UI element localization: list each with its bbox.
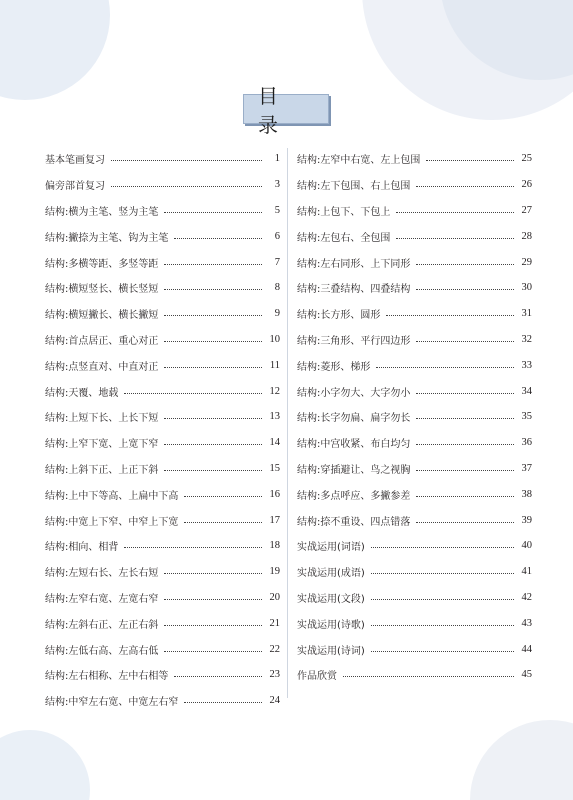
toc-page-number: 22 [269,643,280,655]
toc-page-number: 32 [521,333,532,345]
toc-entry-title: 结构:左右相称、左中右相等 [45,671,169,683]
toc-page-number: 31 [521,308,532,320]
toc-entry[interactable] [297,404,532,430]
dot-leader [396,212,514,213]
toc-entry[interactable] [45,172,280,198]
toc-page-number: 13 [269,411,280,423]
toc-page-number: 42 [521,591,532,603]
toc-entry-title: 结构:捺不重设、四点错落 [297,516,411,528]
decorative-circle [0,0,110,100]
toc-entry[interactable] [297,533,532,559]
toc-entry-title: 结构:天覆、地载 [45,387,119,399]
dot-leader [164,573,262,574]
toc-entry-title: 实战运用(诗歌) [297,619,365,631]
dot-leader [416,341,514,342]
toc-entry-title: 结构:左右同形、上下同形 [297,258,411,270]
toc-entry-title: 结构:长字勿扁、扁字勿长 [297,413,411,425]
toc-entry-title: 结构:横短撇长、横长撇短 [45,310,159,322]
dot-leader [174,676,262,677]
dot-leader [174,238,262,239]
dot-leader [164,289,262,290]
toc-page-number: 14 [269,437,280,449]
toc-entry-title: 实战运用(词语) [297,542,365,554]
dot-leader [164,315,262,316]
toc-entry-title: 结构:点竖直对、中直对正 [45,361,159,373]
dot-leader [416,264,514,265]
dot-leader [416,418,514,419]
dot-leader [371,599,514,600]
toc-entry[interactable] [297,662,532,688]
toc-entry[interactable] [297,172,532,198]
dot-leader [371,651,514,652]
toc-entry[interactable] [45,559,280,585]
dot-leader [164,264,262,265]
dot-leader [416,470,514,471]
toc-page-number: 1 [274,153,280,165]
toc-page-number: 34 [521,385,532,397]
dot-leader [343,676,514,677]
toc-page-number: 35 [521,411,532,423]
toc-entry-title: 实战运用(成语) [297,568,365,580]
toc-page-number: 24 [269,695,280,707]
toc-page-number: 28 [521,230,532,242]
toc-entry[interactable] [45,456,280,482]
dot-leader [164,367,262,368]
toc-page-number: 25 [521,153,532,165]
toc-page-number: 20 [269,591,280,603]
toc-page-number: 26 [521,179,532,191]
dot-leader [184,522,262,523]
toc-entry-title: 结构:撇捺为主笔、钩为主笔 [45,232,169,244]
toc-entry[interactable] [297,198,532,224]
toc-entry[interactable] [45,533,280,559]
toc-page-number: 10 [269,333,280,345]
toc-entry-title: 偏旁部首复习 [45,181,105,193]
toc-entry[interactable] [45,301,280,327]
toc-entry-title: 结构:左斜右正、左正右斜 [45,619,159,631]
toc-entry[interactable] [45,481,280,507]
decorative-circle [470,720,573,800]
toc-page-number: 37 [521,462,532,474]
toc-entry[interactable] [297,430,532,456]
toc-page-number: 21 [269,617,280,629]
toc-page-number: 30 [521,282,532,294]
toc-entry-title: 结构:横为主笔、竖为主笔 [45,206,159,218]
toc-entry[interactable] [297,275,532,301]
dot-leader [124,547,262,548]
toc-entry[interactable] [45,223,280,249]
toc-entry[interactable] [297,585,532,611]
dot-leader [164,625,262,626]
toc-entry[interactable] [45,688,280,714]
dot-leader [426,160,514,161]
toc-page-number: 40 [521,540,532,552]
column-divider [287,148,288,698]
toc-entry[interactable] [297,610,532,636]
toc-entry[interactable] [297,301,532,327]
toc-page-number: 41 [521,566,532,578]
toc-page-number: 11 [269,359,280,371]
dot-leader [164,470,262,471]
toc-entry-title: 结构:菱形、梯形 [297,361,371,373]
dot-leader [164,341,262,342]
dot-leader [164,212,262,213]
dot-leader [184,702,262,703]
toc-entry-title: 结构:长方形、圆形 [297,310,381,322]
toc-entry-title: 结构:首点居正、重心对正 [45,335,159,347]
toc-entry[interactable] [45,249,280,275]
decorative-circle [362,0,573,120]
decorative-circle [0,730,90,800]
dot-leader [416,289,514,290]
toc-page-number: 6 [274,230,280,242]
toc-entry[interactable] [297,146,532,172]
toc-page-number: 15 [269,462,280,474]
toc-entry[interactable] [45,430,280,456]
toc-entry-title: 结构:穿插避让、鸟之视胸 [297,464,411,476]
toc-page-number: 23 [269,669,280,681]
toc-page-number: 33 [521,359,532,371]
toc-entry-title: 结构:横短竖长、横长竖短 [45,284,159,296]
dot-leader [111,186,262,187]
toc-entry[interactable] [297,378,532,404]
toc-entry-title: 结构:中宫收紧、布白均匀 [297,439,411,451]
toc-page-number: 43 [521,617,532,629]
toc-entry-title: 结构:小字勿大、大字勿小 [297,387,411,399]
dot-leader [111,160,262,161]
toc-entry-title: 作品欣赏 [297,671,337,683]
toc-entry[interactable] [45,352,280,378]
toc-entry-title: 结构:三叠结构、四叠结构 [297,284,411,296]
dot-leader [416,522,514,523]
dot-leader [371,625,514,626]
toc-page-number: 29 [521,256,532,268]
dot-leader [386,315,514,316]
toc-page-number: 39 [521,514,532,526]
dot-leader [164,444,262,445]
toc-page-number: 44 [521,643,532,655]
toc-entry[interactable] [297,636,532,662]
toc-entry-title: 结构:多点呼应、多撇参差 [297,490,411,502]
toc-entry[interactable] [45,610,280,636]
dot-leader [416,393,514,394]
toc-page-number: 16 [269,488,280,500]
toc-entry[interactable] [297,507,532,533]
toc-entry[interactable] [45,662,280,688]
dot-leader [124,393,262,394]
toc-entry[interactable] [45,636,280,662]
toc-entry-title: 结构:中宽上下窄、中窄上下宽 [45,516,179,528]
dot-leader [164,651,262,652]
toc-entry-title: 结构:左低右高、左高右低 [45,645,159,657]
toc-entry-title: 结构:左短右长、左长右短 [45,568,159,580]
decorative-circle [440,0,573,80]
toc-entry-title: 结构:上斜下正、上正下斜 [45,464,159,476]
toc-page-number: 45 [521,669,532,681]
toc-entry-title: 结构:左下包围、右上包围 [297,181,411,193]
toc-page-number: 12 [269,385,280,397]
toc-entry[interactable] [297,456,532,482]
toc-entry-title: 结构:相向、相背 [45,542,119,554]
dot-leader [184,496,262,497]
toc-entry[interactable] [45,378,280,404]
dot-leader [416,186,514,187]
toc-entry[interactable] [45,585,280,611]
dot-leader [164,599,262,600]
toc-entry[interactable] [45,198,280,224]
dot-leader [396,238,514,239]
toc-entry[interactable] [297,352,532,378]
toc-page-number: 27 [521,204,532,216]
toc-page-number: 36 [521,437,532,449]
toc-entry-title: 基本笔画复习 [45,155,105,167]
toc-entry[interactable] [45,327,280,353]
toc-entry[interactable] [45,275,280,301]
dot-leader [376,367,514,368]
toc-entry-title: 结构:上短下长、上长下短 [45,413,159,425]
toc-entry[interactable] [45,404,280,430]
toc-entry-title: 结构:左包右、全包围 [297,232,391,244]
toc-entry-title: 结构:上包下、下包上 [297,206,391,218]
dot-leader [416,496,514,497]
toc-entry[interactable] [297,327,532,353]
toc-page-number: 8 [274,282,280,294]
toc-left-column [45,146,280,714]
toc-page-number: 9 [274,308,280,320]
toc-entry[interactable] [45,507,280,533]
toc-entry-title: 实战运用(文段) [297,593,365,605]
dot-leader [416,444,514,445]
toc-entry[interactable] [297,559,532,585]
toc-entry[interactable] [297,223,532,249]
toc-page-number: 38 [521,488,532,500]
toc-page-number: 7 [274,256,280,268]
toc-entry-title: 结构:左窄中右宽、左上包围 [297,155,421,167]
dot-leader [371,547,514,548]
toc-page-number: 17 [269,514,280,526]
toc-entry-title: 结构:多横等距、多竖等距 [45,258,159,270]
toc-page-number: 5 [274,204,280,216]
toc-entry-title: 结构:左窄右宽、左宽右窄 [45,593,159,605]
page-title: 目 录 [243,94,329,124]
toc-page-number: 3 [274,179,280,191]
toc-entry[interactable] [45,146,280,172]
toc-entry-title: 结构:上中下等高、上扁中下高 [45,490,179,502]
toc-page-number: 18 [269,540,280,552]
toc-entry-title: 结构:三角形、平行四边形 [297,335,411,347]
toc-page-number: 19 [269,566,280,578]
dot-leader [371,573,514,574]
toc-entry-title: 结构:中窄左右宽、中宽左右窄 [45,697,179,709]
dot-leader [164,418,262,419]
toc-entry[interactable] [297,249,532,275]
toc-entry-title: 结构:上窄下宽、上宽下窄 [45,439,159,451]
toc-entry-title: 实战运用(诗词) [297,645,365,657]
toc-entry[interactable] [297,481,532,507]
toc-right-column [297,146,532,688]
